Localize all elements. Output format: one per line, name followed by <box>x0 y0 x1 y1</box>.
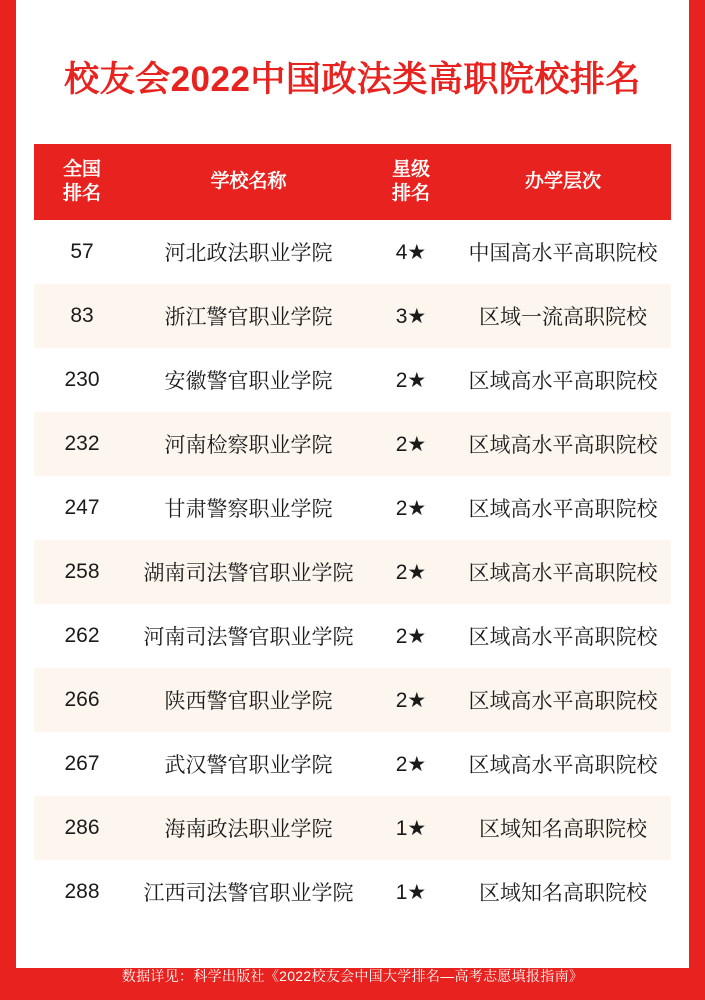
cell-rank: 258 <box>34 540 130 604</box>
cell-school-name: 甘肃警察职业学院 <box>130 476 367 540</box>
cell-school-name: 河南司法警官职业学院 <box>130 604 367 668</box>
cell-rank: 262 <box>34 604 130 668</box>
column-header-level: 办学层次 <box>455 144 671 220</box>
table-row <box>34 668 671 732</box>
table-header <box>34 144 671 220</box>
cell-school-name: 湖南司法警官职业学院 <box>130 540 367 604</box>
column-header-star-line1: 星级 <box>391 159 430 181</box>
cell-rank: 267 <box>34 732 130 796</box>
page-title: 校友会2022中国政法类高职院校排名 <box>64 60 641 99</box>
cell-school-name: 江西司法警官职业学院 <box>130 860 367 924</box>
cell-star: 2★ <box>367 668 455 732</box>
cell-rank: 247 <box>34 476 130 540</box>
column-header-star <box>367 144 455 220</box>
cell-rank: 57 <box>34 220 130 284</box>
cell-rank: 230 <box>34 348 130 412</box>
table-row <box>34 540 671 604</box>
column-header-rank-line2: 排名 <box>62 183 101 204</box>
cell-star: 1★ <box>367 860 455 924</box>
column-header-rank-line1: 全国 <box>62 159 101 181</box>
table-row <box>34 732 671 796</box>
cell-level: 区域高水平高职院校 <box>455 732 671 796</box>
cell-star: 4★ <box>367 220 455 284</box>
cell-star: 2★ <box>367 540 455 604</box>
cell-school-name: 河南检察职业学院 <box>130 412 367 476</box>
cell-level: 区域一流高职院校 <box>455 284 671 348</box>
table-header-row <box>34 144 671 220</box>
cell-star: 1★ <box>367 796 455 860</box>
table-row <box>34 220 671 284</box>
cell-school-name: 浙江警官职业学院 <box>130 284 367 348</box>
cell-level: 中国高水平高职院校 <box>455 220 671 284</box>
cell-level: 区域高水平高职院校 <box>455 604 671 668</box>
cell-star: 2★ <box>367 604 455 668</box>
footer <box>0 966 705 986</box>
table-row <box>34 348 671 412</box>
column-header-star-line2: 排名 <box>391 183 430 204</box>
cell-level: 区域高水平高职院校 <box>455 412 671 476</box>
ranking-card <box>16 0 689 968</box>
cell-star: 3★ <box>367 284 455 348</box>
table-row <box>34 412 671 476</box>
cell-school-name: 安徽警官职业学院 <box>130 348 367 412</box>
cell-school-name: 河北政法职业学院 <box>130 220 367 284</box>
column-header-rank <box>34 144 130 220</box>
cell-star: 2★ <box>367 476 455 540</box>
table-row <box>34 284 671 348</box>
cell-school-name: 武汉警官职业学院 <box>130 732 367 796</box>
cell-level: 区域高水平高职院校 <box>455 476 671 540</box>
column-header-school-name: 学校名称 <box>130 144 367 220</box>
cell-level: 区域知名高职院校 <box>455 860 671 924</box>
cell-rank: 83 <box>34 284 130 348</box>
cell-rank: 266 <box>34 668 130 732</box>
table-row <box>34 476 671 540</box>
footer-text: 数据详见：科学出版社《2022校友会中国大学排名—高考志愿填报指南》 <box>121 968 584 984</box>
cell-school-name: 陕西警官职业学院 <box>130 668 367 732</box>
table-body <box>34 220 671 924</box>
table-row <box>34 604 671 668</box>
cell-star: 2★ <box>367 348 455 412</box>
cell-level: 区域高水平高职院校 <box>455 348 671 412</box>
ranking-table <box>34 144 671 924</box>
cell-star: 2★ <box>367 412 455 476</box>
cell-level: 区域高水平高职院校 <box>455 668 671 732</box>
cell-level: 区域知名高职院校 <box>455 796 671 860</box>
cell-level: 区域高水平高职院校 <box>455 540 671 604</box>
cell-rank: 232 <box>34 412 130 476</box>
cell-star: 2★ <box>367 732 455 796</box>
table-row <box>34 860 671 924</box>
cell-rank: 286 <box>34 796 130 860</box>
cell-school-name: 海南政法职业学院 <box>130 796 367 860</box>
table-row <box>34 796 671 860</box>
cell-rank: 288 <box>34 860 130 924</box>
